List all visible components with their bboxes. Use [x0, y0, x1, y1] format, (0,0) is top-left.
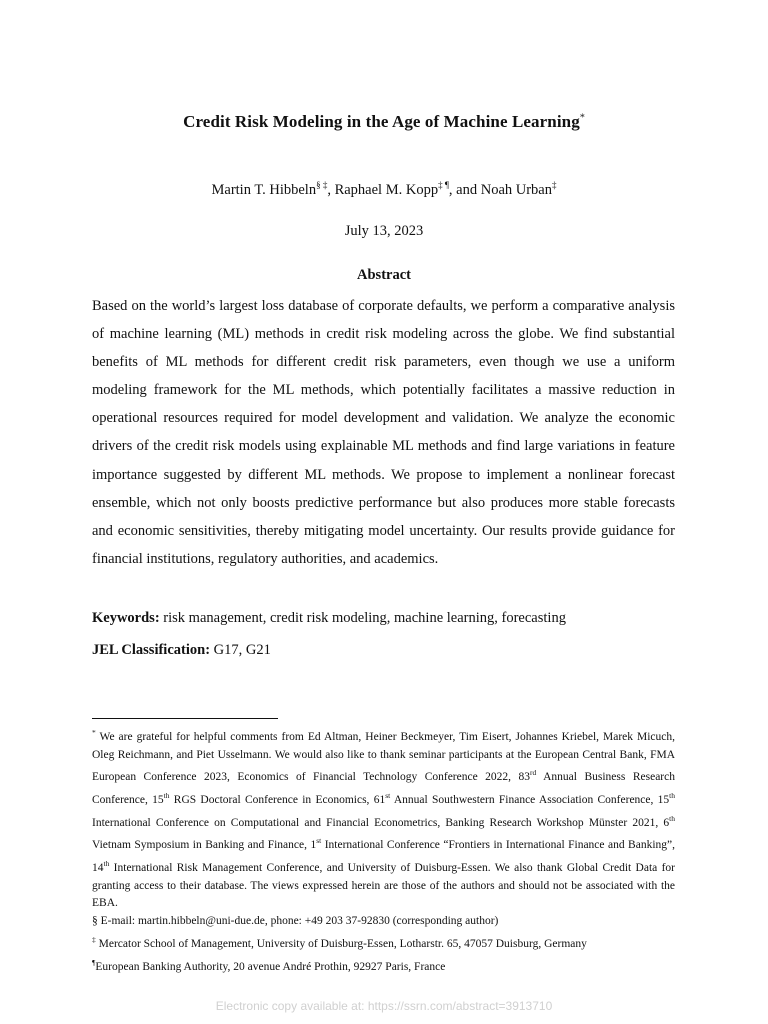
- footnote-mark: ¶: [92, 957, 96, 967]
- footnote-affiliation-mercator: ‡ Mercator School of Management, University of Duisburg-Essen, Lotharstr. 65, 47057 Duisburg, Germany: [92, 934, 587, 950]
- keywords-value: risk management, credit risk modeling, machine learning, forecasting: [163, 610, 566, 626]
- author-name: Noah Urban: [480, 181, 552, 198]
- author-separator: , and: [448, 181, 481, 198]
- author-name: Martin T. Hibbeln: [211, 181, 317, 198]
- footnote-mark: §: [92, 915, 98, 928]
- author-affiliation-marks: ‡: [552, 180, 557, 190]
- paper-title: Credit Risk Modeling in the Age of Machine Learning*: [183, 112, 585, 131]
- author-affiliation-marks: § ‡: [316, 180, 328, 190]
- jel-value: G17, G21: [213, 642, 271, 658]
- title-footnote-mark: *: [579, 112, 585, 124]
- footnotes: [92, 724, 675, 976]
- abstract-text: Based on the world’s largest loss database of corporate defaults, we perform a comparative analysis of machine learning (ML) methods in credit risk modeling across the globe. We find substantial benefits of ML methods for different credit risk parameters, even though we use a uniform modeling framework for the ML methods, which potentially facilitates a massive reduction in operational resources required for model development and validation. We analyze the economic drivers of the credit risk models using explainable ML methods and find large variations in feature importance suggested by different ML methods. We propose to implement a nonlinear forecast ensemble, which not only boosts predictive performance but also produces more stable forecasts and economic sensitivities, thereby mitigating model uncertainty. Our results provide guidance for financial institutions, regulatory authorities, and academics.: [92, 298, 675, 567]
- keywords-label: Keywords:: [92, 610, 160, 626]
- author-affiliation-marks: ‡ ¶: [438, 180, 449, 190]
- footnote-affiliation-eba: ¶European Banking Authority, 20 avenue André Prothin, 92927 Paris, France: [92, 957, 446, 973]
- footnote-acknowledgements: * We are grateful for helpful comments from Ed Altman, Heiner Beckmeyer, Tim Eisert, Johannes Kriebel, Marek Micuch, Oleg Reichmann, and Piet Usselmann. We would also like to thank seminar participants at the European Central Bank, FMA European Conference 2023, Economics of Financial Technology Conference 2022, 83rd Annual Business Research Conference, 15th RGS Doctoral Conference in Economics, 61st Annual Southwestern Finance Association Conference, 15th International Conference on Computational and Financial Econometrics, Banking Research Workshop Münster 2021, 6th Vietnam Symposium in Banking and Finance, 1st International Conference “Frontiers in International Finance and Banking”, 14th International Risk Management Conference, and University of Duisburg-Essen. We also thank Global Credit Data for granting access to their database. The views expressed herein are those of the authors and should not be associated with the EBA.: [92, 728, 675, 910]
- footnote-email: § E-mail: martin.hibbeln@uni-due.de, phone: +49 203 37-92830 (corresponding author): [92, 915, 499, 928]
- paper-date: July 13, 2023: [344, 223, 424, 239]
- author-name: Raphael M. Kopp: [334, 181, 439, 198]
- jel-line: [92, 642, 675, 659]
- footnote-mark: *: [92, 728, 96, 737]
- ssrn-watermark: Electronic copy available at: https://ssrn.com/abstract=3913710: [215, 999, 553, 1013]
- footnote-mark: ‡: [92, 934, 96, 944]
- keywords-line: [92, 610, 675, 627]
- footnote-divider: [92, 718, 278, 719]
- author-separator: ,: [327, 181, 335, 198]
- jel-label: JEL Classification:: [92, 642, 211, 658]
- abstract-heading: Abstract: [357, 267, 411, 283]
- author-list: [0, 180, 768, 199]
